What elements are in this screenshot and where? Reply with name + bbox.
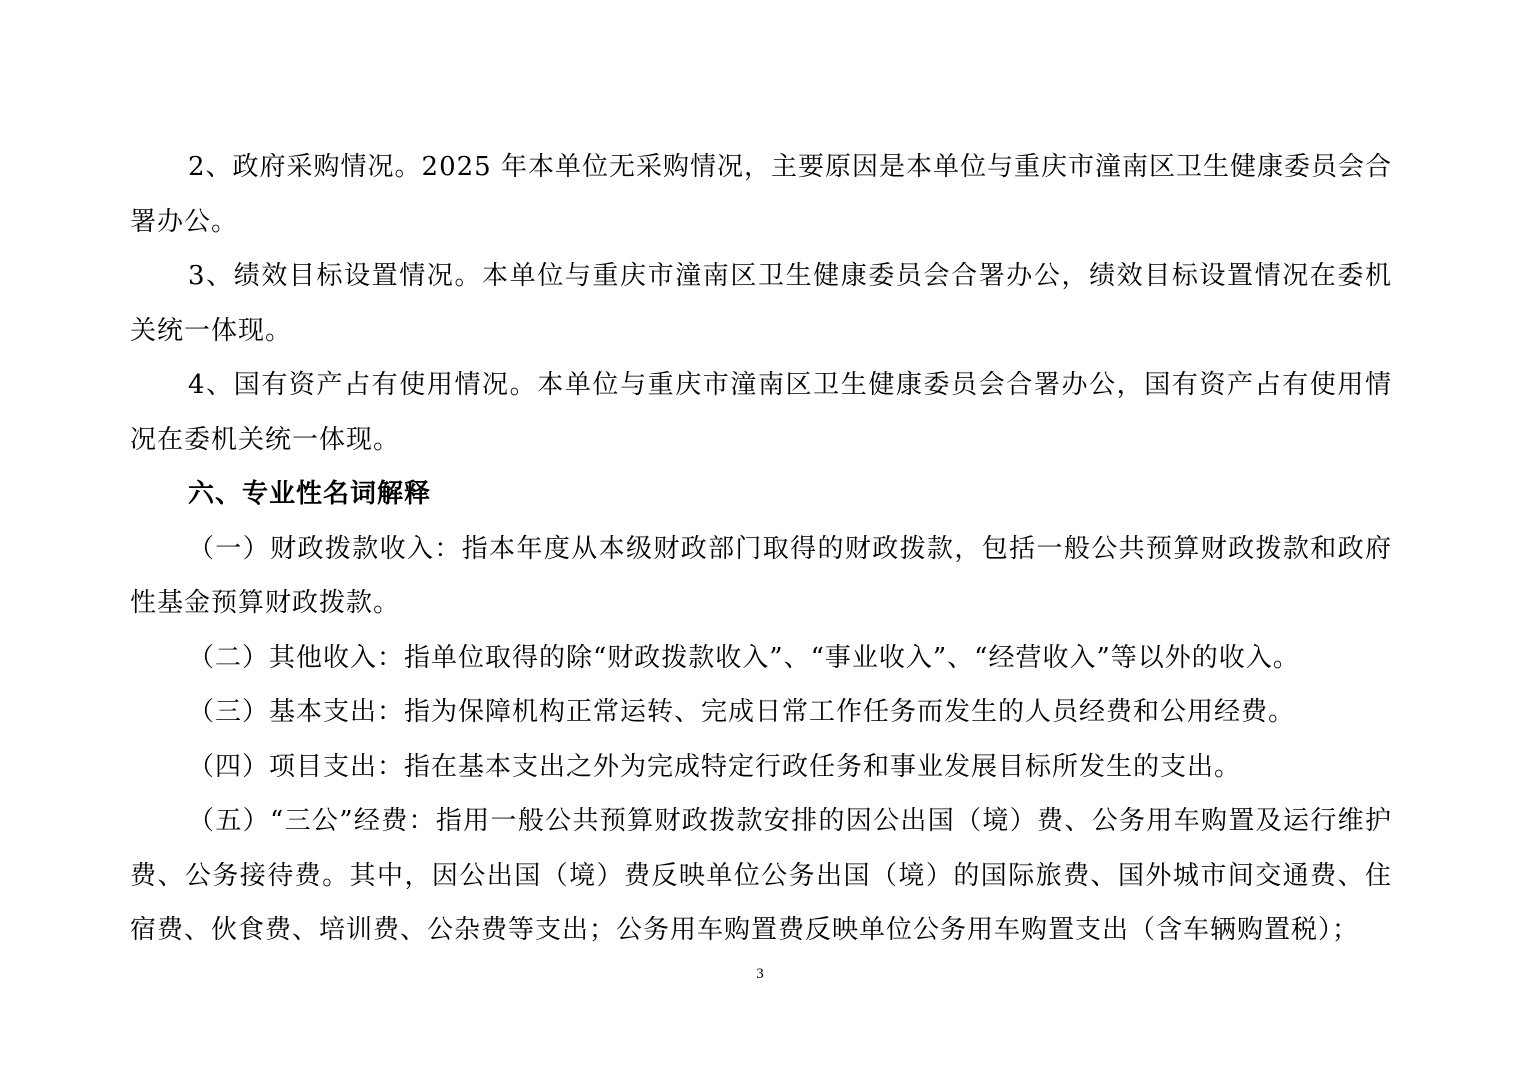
definition-basic-expenditure: （三）基本支出：指为保障机构正常运转、完成日常工作任务而发生的人员经费和公用经费。 xyxy=(188,697,1296,727)
definition-other-income: （二）其他收入：指单位取得的除“财政拨款收入”、“事业收入”、“经营收入”等以外的收入。 xyxy=(188,642,1300,673)
paragraph-performance-targets: 3、绩效目标设置情况。本单位与重庆市潼南区卫生健康委员会合署办公，绩效目标设置情况在委机关统一体现。 xyxy=(130,261,1392,346)
definition-fiscal-appropriation-income: （一）财政拨款收入：指本年度从本级财政部门取得的财政拨款，包括一般公共预算财政拨款和政府性基金预算财政拨款。 xyxy=(130,533,1392,618)
section-heading: 六、专业性名词解释 xyxy=(188,479,432,509)
document-body xyxy=(130,140,1392,958)
definition-three-public-expenses: （五）“三公”经费：指用一般公共预算财政拨款安排的因公出国（境）费、公务用车购置及运行维护费、公务接待费。其中，因公出国（境）费反映单位公务出国（境）的国际旅费、国外城市间交通费、住宿费、伙食费、培训费、公杂费等支出；公务用车购置费反映单位公务用车购置支出（含车辆购置税）； xyxy=(130,806,1392,945)
paragraph-government-procurement: 2、政府采购情况。2025 年本单位无采购情况，主要原因是本单位与重庆市潼南区卫生健康委员会合署办公。 xyxy=(130,152,1392,237)
definition-project-expenditure: （四）项目支出：指在基本支出之外为完成特定行政任务和事业发展目标所发生的支出。 xyxy=(188,751,1242,782)
paragraph-state-assets: 4、国有资产占有使用情况。本单位与重庆市潼南区卫生健康委员会合署办公，国有资产占有使用情况在委机关统一体现。 xyxy=(130,370,1392,455)
page-number: 3 xyxy=(756,966,764,982)
